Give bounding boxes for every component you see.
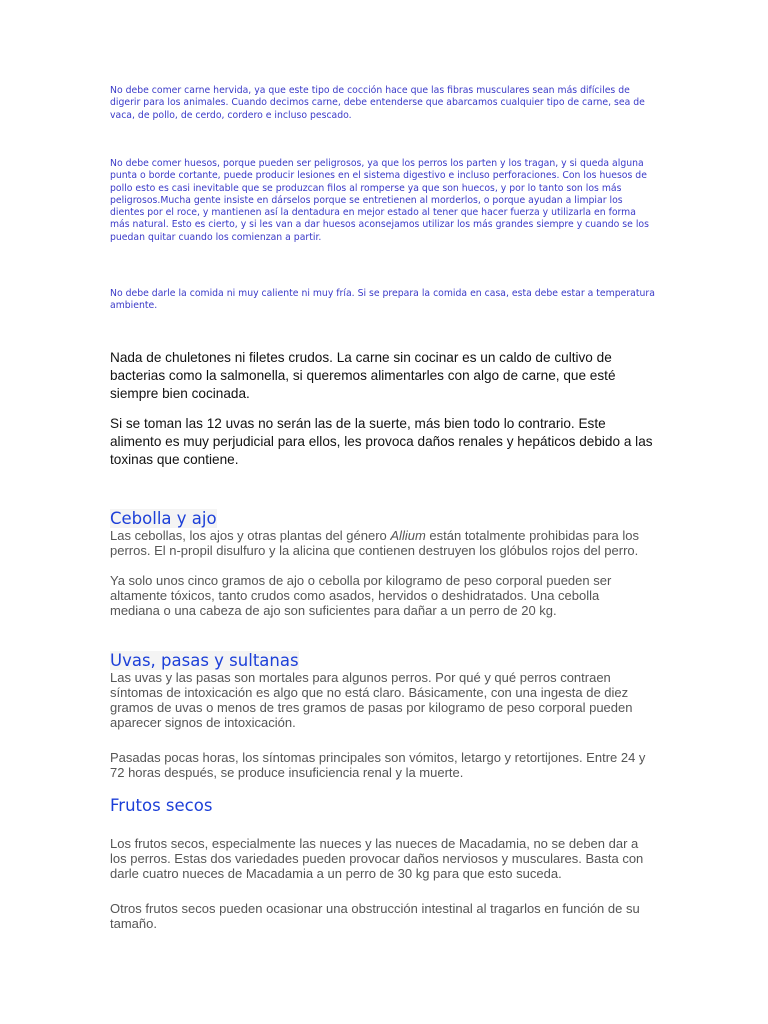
note-boiled-meat: No debe comer carne hervida, ya que este tipo de cocción hace que las fibras musculares sean más difíciles de digerir para los animales. Cuando decimos carne, debe entenderse que abarcamos cualquier tipo de carne, sea de vaca, de pollo, de cerdo, cordero e incluso pescado. [110,85,645,121]
paragraph-cebolla-1: Las cebollas, los ajos y otras plantas del género Allium están totalmente prohibidas para los perros. El n-propil disulfuro y la alicina que contienen destruyen los glóbulos rojos del perro. [110,528,639,558]
heading-uvas-pasas: Uvas, pasas y sultanas [110,651,299,670]
paragraph-uvas-2: Pasadas pocas horas, los síntomas principales son vómitos, letargo y retortijones. Entre 24 y 72 horas después, se produce insuficiencia renal y la muerte. [110,750,646,780]
paragraph-frutos-2: Otros frutos secos pueden ocasionar una obstrucción intestinal al tragarlos en función de su tamaño. [110,901,640,931]
note-temperature: No debe darle la comida ni muy caliente ni muy fría. Si se prepara la comida en casa, esta debe estar a temperatura ambiente. [110,288,655,312]
paragraph-uvas-1: Las uvas y las pasas son mortales para algunos perros. Por qué y qué perros contraen síntomas de intoxicación es algo que no está claro. Básicamente, con una ingesta de diez gramos de uvas o menos de tres gramos de pasas por kilogramo de peso corporal pueden aparecer signos de intoxicación. [110,670,633,730]
allium-genus: Allium [390,528,426,543]
paragraph-frutos-1: Los frutos secos, especialmente las nueces y las nueces de Macadamia, no se deben dar a los perros. Estas dos variedades pueden provocar daños nerviosos y musculares. Basta con darle cuatro nueces de Macadamia a un perro de 30 kg para que esto suceda. [110,836,644,881]
heading-frutos-secos: Frutos secos [110,796,213,815]
paragraph-grapes-new-year: Si se toman las 12 uvas no serán las de la suerte, más bien todo lo contrario. Este alimento es muy perjudicial para ellos, les provoca daños renales y hepáticos debido a las toxinas que contiene. [110,416,653,467]
heading-cebolla-ajo: Cebolla y ajo [110,509,217,528]
paragraph-cebolla-2: Ya solo unos cinco gramos de ajo o cebolla por kilogramo de peso corporal pueden ser altamente tóxicos, tanto crudos como asados, hervidos o deshidratados. Una cebolla mediana o una cabeza de ajo son suficientes para dañar a un perro de 20 kg. [110,573,612,618]
note-bones: No debe comer huesos, porque pueden ser peligrosos, ya que los perros los parten y los tragan, y si queda alguna punta o borde cortante, puede producir lesiones en el sistema digestivo e incluso perforaciones. Con los huesos de pollo esto es casi inevitable que se produzcan filos al romperse ya que son huecos, y por lo tanto son los más peligrosos.Mucha gente insiste en dárselos porque se entretienen al morderlos, o porque ayudan a limpiar los dientes por el roce, y mantienen así la dentadura en mejor estado al tener que hacer fuerza y utilizarla en forma más natural. Esto es cierto, y si les van a dar huesos aconsejamos utilizar los más grandes siempre y cuando se los puedan quitar cuando los comienzan a partir. [110,158,649,243]
paragraph-raw-meat: Nada de chuletones ni filetes crudos. La carne sin cocinar es un caldo de cultivo de bacterias como la salmonella, si queremos alimentarles con algo de carne, que esté siempre bien cocinada. [110,350,616,401]
